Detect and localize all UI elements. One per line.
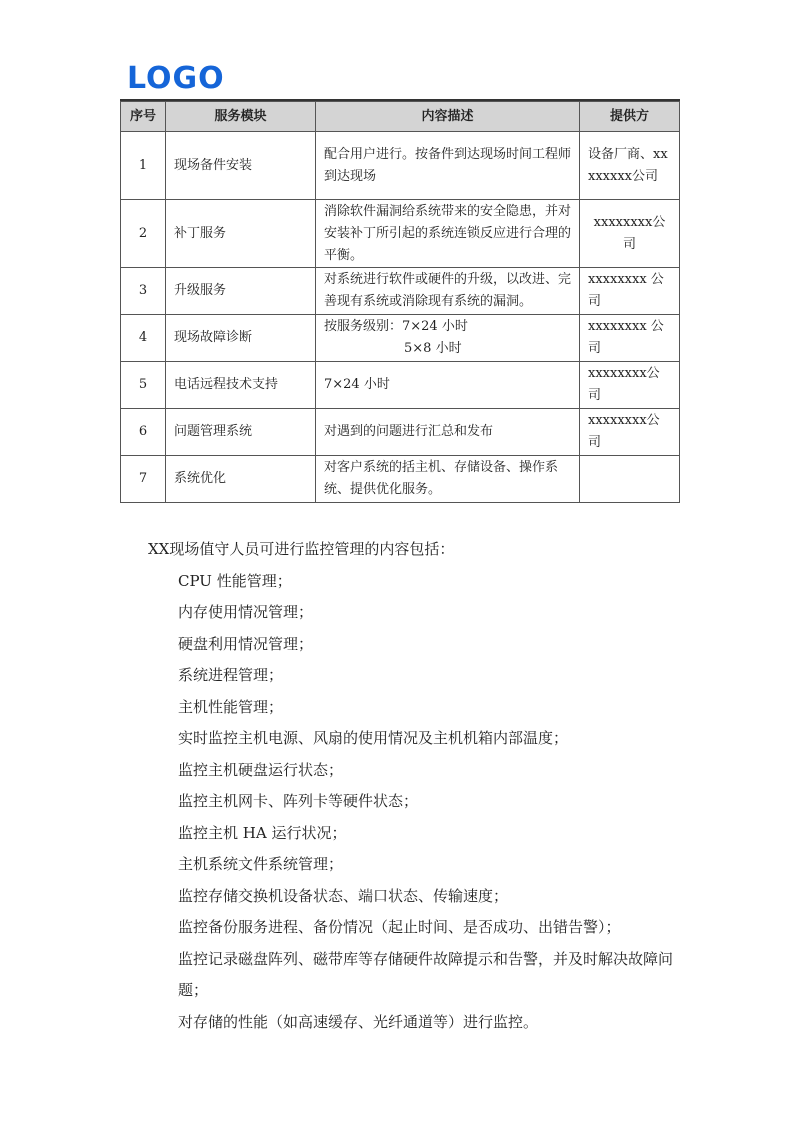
header-no: 序号 xyxy=(121,102,166,132)
table-row xyxy=(121,132,680,200)
list-item: 系统进程管理； xyxy=(178,666,284,684)
list-item: 监控主机硬盘运行状态； xyxy=(178,760,344,779)
row-module: 补丁服务 xyxy=(166,200,316,268)
row-no: 1 xyxy=(121,132,166,200)
row-module: 现场故障诊断 xyxy=(166,315,316,362)
monitoring-section xyxy=(148,534,688,1038)
header-module: 服务模块 xyxy=(166,102,316,132)
row-module: 问题管理系统 xyxy=(166,409,316,456)
logo: LOGO xyxy=(127,61,225,96)
row-no: 4 xyxy=(121,315,166,362)
list-item: 实时监控主机电源、风扇的使用情况及主机机箱内部温度； xyxy=(178,729,569,747)
header-provider: 提供方 xyxy=(580,102,680,132)
list-item: 监控记录磁盘阵列、磁带库等存储硬件故障提示和告警，并及时解决故障问题； xyxy=(178,949,674,999)
row-provider: xxxxxxxx 公司 xyxy=(580,268,680,315)
list-item: 主机性能管理； xyxy=(178,697,284,716)
row-provider: xxxxxxxx 公司 xyxy=(580,315,680,362)
row-no: 7 xyxy=(121,456,166,503)
list-item: 硬盘利用情况管理； xyxy=(178,634,314,653)
row-provider: xxxxxxxx公司 xyxy=(580,362,680,409)
table-row xyxy=(121,200,680,268)
list-item: 主机系统文件系统管理； xyxy=(178,855,344,873)
header-desc: 内容描述 xyxy=(316,102,580,132)
row-provider: xxxxxxxx公司 xyxy=(580,409,680,456)
table-row xyxy=(121,362,680,409)
row-provider: 设备厂商、xxxxxxxx公司 xyxy=(580,132,680,200)
list-item: 监控主机网卡、阵列卡等硬件状态； xyxy=(178,792,419,810)
table-row xyxy=(121,456,680,503)
row-desc: 7×24 小时 xyxy=(316,362,580,409)
table-row xyxy=(121,268,680,315)
list-item: CPU 性能管理； xyxy=(178,571,292,590)
row-provider: xxxxxxxx公司 xyxy=(580,200,680,268)
row-desc: 配合用户进行。按备件到达现场时间工程师到达现场 xyxy=(316,132,580,200)
row-desc: 对遇到的问题进行汇总和发布 xyxy=(316,409,580,456)
row-provider xyxy=(580,456,680,503)
row-desc: 消除软件漏洞给系统带来的安全隐患，并对安装补丁所引起的系统连锁反应进行合理的平衡。 xyxy=(316,200,580,268)
service-table xyxy=(120,101,680,503)
row-no: 2 xyxy=(121,200,166,268)
row-desc: 对系统进行软件或硬件的升级，以改进、完善现有系统或消除现有系统的漏洞。 xyxy=(316,268,580,315)
list-item: 对存储的性能（如高速缓存、光纤通道等）进行监控。 xyxy=(178,1012,539,1031)
row-no: 6 xyxy=(121,409,166,456)
row-module: 现场备件安装 xyxy=(166,132,316,200)
table-row xyxy=(121,315,680,362)
list-item: 监控存储交换机设备状态、端口状态、传输速度； xyxy=(178,886,509,905)
row-desc: 对客户系统的括主机、存储设备、操作系统、提供优化服务。 xyxy=(316,456,580,503)
monitoring-list xyxy=(148,566,688,1039)
table-row xyxy=(121,409,680,456)
table-header-row xyxy=(121,102,680,132)
list-item: 监控主机 HA 运行状况； xyxy=(178,823,347,842)
row-module: 系统优化 xyxy=(166,456,316,503)
list-item: 内存使用情况管理； xyxy=(178,603,314,621)
row-no: 5 xyxy=(121,362,166,409)
list-item: 监控备份服务进程、备份情况（起止时间、是否成功、出错告警）； xyxy=(178,918,621,936)
row-no: 3 xyxy=(121,268,166,315)
desc-line: 5×8 小时 xyxy=(404,341,462,356)
row-module: 升级服务 xyxy=(166,268,316,315)
section-intro: XX现场值守人员可进行监控管理的内容包括： xyxy=(148,540,455,558)
row-module: 电话远程技术支持 xyxy=(166,362,316,409)
row-desc xyxy=(316,315,580,362)
desc-line: 按服务级别：7×24 小时 xyxy=(324,319,468,334)
